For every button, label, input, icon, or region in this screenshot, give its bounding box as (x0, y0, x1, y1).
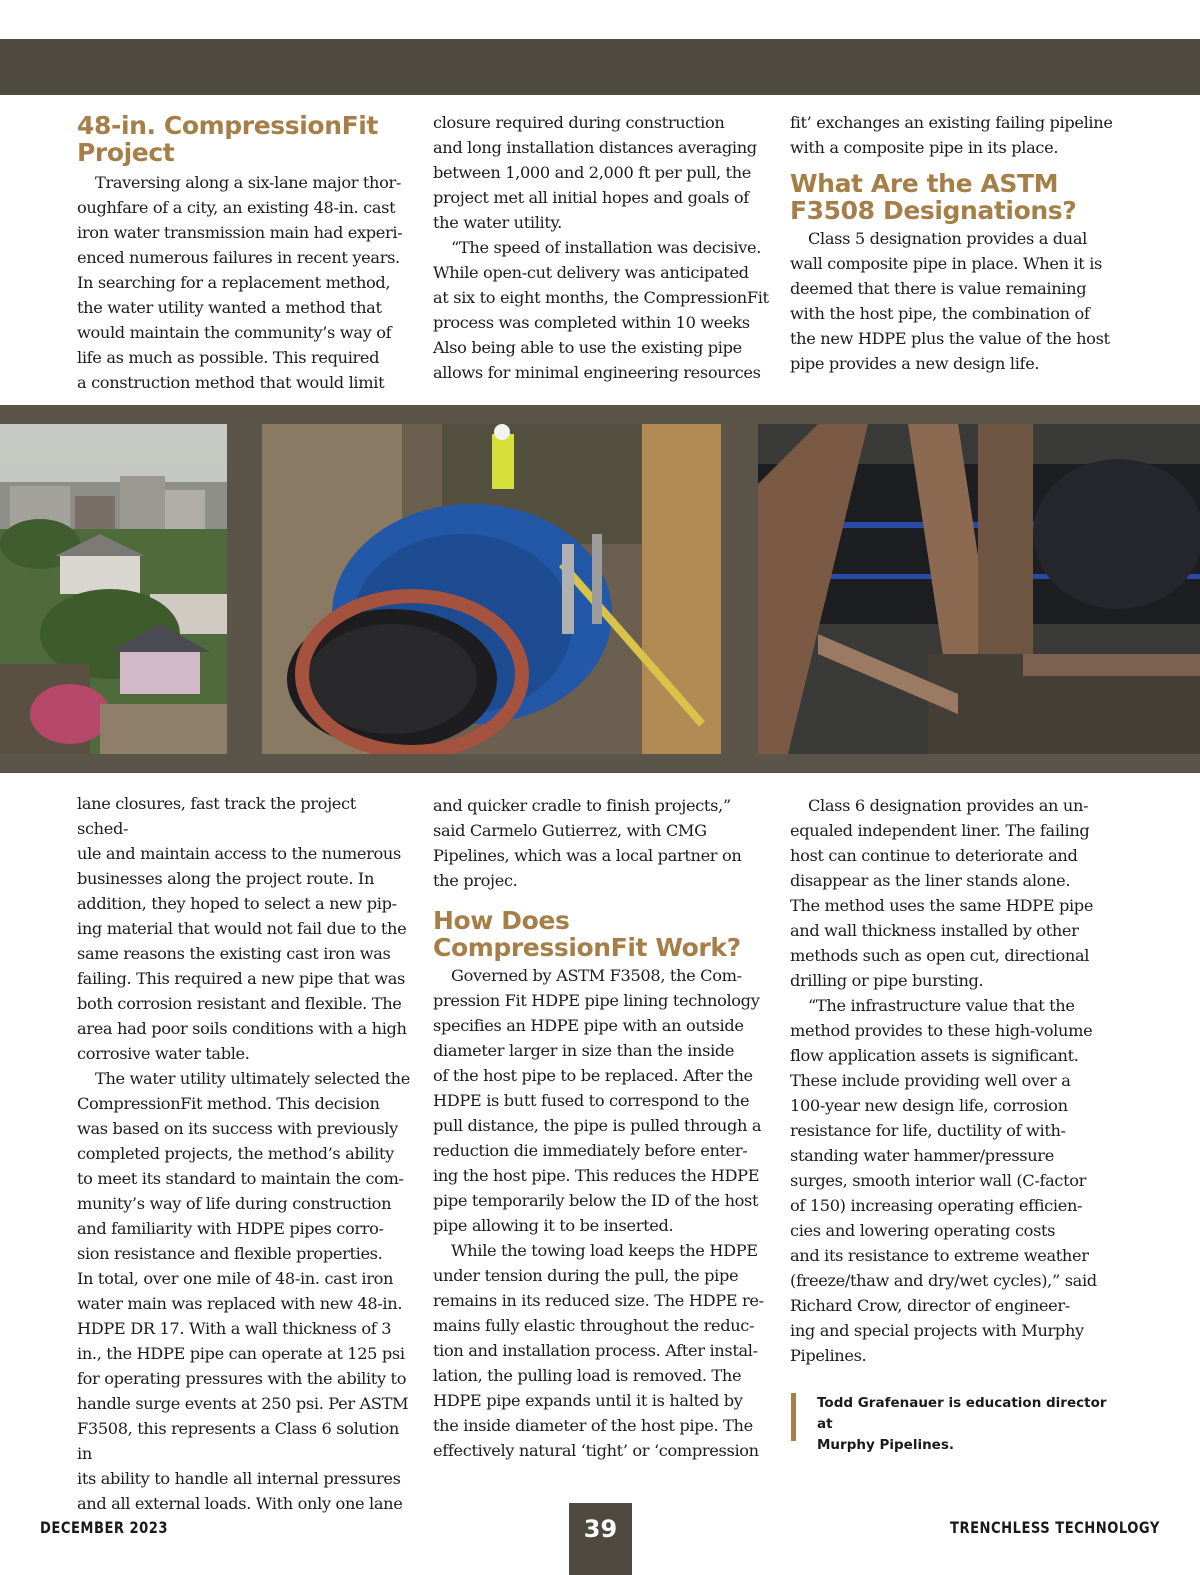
footer-date: DECEMBER 2023 (40, 1518, 169, 1537)
text-line: failing. This required a new pipe that was (77, 969, 405, 988)
text-line: sion resistance and flexible properties. (77, 1244, 383, 1263)
text-line: lation, the pulling load is removed. The (433, 1366, 742, 1385)
text-line: the water utility. (433, 213, 562, 232)
paragraph (790, 226, 1135, 376)
text-line: “The infrastructure value that the (808, 996, 1075, 1015)
byline-line: Todd Grafenauer is education director at (817, 1395, 1107, 1432)
text-line: In total, over one mile of 48-in. cast iron (77, 1269, 394, 1288)
text-line: pipe temporarily below the ID of the host (433, 1191, 759, 1210)
text-line: diameter larger in size than the inside (433, 1041, 735, 1060)
paragraph (790, 793, 1135, 1368)
text-line: ule and maintain access to the numerous (77, 844, 401, 863)
text-line: specifies an HDPE pipe with an outside (433, 1016, 744, 1035)
text-line: host can continue to deteriorate and (790, 846, 1078, 865)
text-line: Governed by ASTM F3508, the Com- (451, 966, 742, 985)
text-line: area had poor soils conditions with a high (77, 1019, 407, 1038)
text-line: same reasons the existing cast iron was (77, 944, 391, 963)
text-line: effectively natural ‘tight’ or ‘compression (433, 1441, 759, 1460)
text-line: F3508, this represents a Class 6 solution in (77, 1419, 399, 1463)
text-line: munity’s way of life during construction (77, 1194, 392, 1213)
paragraph (790, 110, 1135, 160)
text-line: disappear as the liner stands alone. (790, 871, 1071, 890)
text-line: “The speed of installation was decisive. (451, 238, 762, 257)
text-line: These include providing well over a (790, 1071, 1071, 1090)
text-line: addition, they hoped to select a new pip- (77, 894, 397, 913)
text-line: ing the host pipe. This reduces the HDPE (433, 1166, 760, 1185)
text-line: and long installation distances averaging (433, 138, 757, 157)
text-line: businesses along the project route. In (77, 869, 375, 888)
text-line: of 150) increasing operating efficien- (790, 1196, 1083, 1215)
text-line: project met all initial hopes and goals of (433, 188, 749, 207)
text-line: Pipelines, which was a local partner on (433, 846, 742, 865)
text-line: with a composite pipe in its place. (790, 138, 1059, 157)
text-line: handle surge events at 250 psi. Per ASTM (77, 1394, 409, 1413)
paragraph (433, 793, 773, 893)
text-line: mains fully elastic throughout the reduc- (433, 1316, 755, 1335)
text-line: under tension during the pull, the pipe (433, 1266, 739, 1285)
text-line: flow application assets is significant. (790, 1046, 1079, 1065)
section-heading: How Does CompressionFit Work? (433, 906, 741, 962)
text-line: ing material that would not fail due to the (77, 919, 407, 938)
text-line: a construction method that would limit (77, 373, 385, 392)
text-line: and familiarity with HDPE pipes corro- (77, 1219, 384, 1238)
text-line: corrosive water table. (77, 1044, 250, 1063)
text-line: the new HDPE plus the value of the host (790, 329, 1110, 348)
text-line: would maintain the community’s way of (77, 323, 392, 342)
text-line: method provides to these high-volume (790, 1021, 1093, 1040)
section-heading: What Are the ASTM F3508 Designations? (790, 169, 1077, 225)
text-line: and quicker cradle to finish projects,” (433, 796, 731, 815)
page-number: 39 (569, 1503, 632, 1575)
text-line: 100-year new design life, corrosion (790, 1096, 1068, 1115)
author-byline (791, 1393, 1121, 1456)
bottom-column-1 (77, 791, 411, 1516)
bottom-column-3 (790, 793, 1135, 1368)
text-line: wall composite pipe in place. When it is (790, 254, 1103, 273)
text-line: tion and installation process. After instal- (433, 1341, 758, 1360)
text-line: standing water hammer/pressure (790, 1146, 1054, 1165)
text-line: and its resistance to extreme weather (790, 1246, 1089, 1265)
footer-publication: TRENCHLESS TECHNOLOGY (950, 1518, 1160, 1537)
text-line: The water utility ultimately selected the (95, 1069, 410, 1088)
text-line: resistance for life, ductility of with- (790, 1121, 1066, 1140)
text-line: pression Fit HDPE pipe lining technology (433, 991, 760, 1010)
text-line: The method uses the same HDPE pipe (790, 896, 1094, 915)
top-column-2 (433, 110, 773, 385)
text-line: Class 6 designation provides an un- (808, 796, 1089, 815)
hdpe-pipe-photo (758, 424, 1200, 754)
text-line: was based on its success with previously (77, 1119, 398, 1138)
text-line: lane closures, fast track the project sched- (77, 794, 356, 838)
text-line: Also being able to use the existing pipe (433, 338, 742, 357)
text-line: reduction die immediately before enter- (433, 1141, 748, 1160)
text-line: the inside diameter of the host pipe. The (433, 1416, 753, 1435)
text-line: life as much as possible. This required (77, 348, 380, 367)
text-line: (freeze/thaw and dry/wet cycles),” said (790, 1271, 1097, 1290)
text-line: to meet its standard to maintain the com- (77, 1169, 404, 1188)
text-line: its ability to handle all internal pressures (77, 1469, 401, 1488)
text-line: of the host pipe to be replaced. After the (433, 1066, 753, 1085)
text-line: surges, smooth interior wall (C-factor (790, 1171, 1087, 1190)
text-line: with the host pipe, the combination of (790, 304, 1090, 323)
text-line: enced numerous failures in recent years. (77, 248, 400, 267)
text-line: equaled independent liner. The failing (790, 821, 1090, 840)
text-line: and all external loads. With only one lane (77, 1494, 403, 1513)
text-line: methods such as open cut, directional (790, 946, 1090, 965)
text-line: While the towing load keeps the HDPE (451, 1241, 758, 1260)
paragraph (433, 963, 773, 1463)
text-line: at six to eight months, the CompressionFit (433, 288, 769, 307)
compressionfit-equipment-photo (262, 424, 721, 754)
text-line: oughfare of a city, an existing 48-in. cast (77, 198, 396, 217)
text-line: In searching for a replacement method, (77, 273, 391, 292)
text-line: Traversing along a six-lane major thor- (95, 173, 402, 192)
text-line: in., the HDPE pipe can operate at 125 psi (77, 1344, 405, 1363)
section-heading: 48-in. CompressionFit Project (77, 111, 378, 167)
text-line: remains in its reduced size. The HDPE re- (433, 1291, 764, 1310)
text-line: process was completed within 10 weeks (433, 313, 750, 332)
paragraph (77, 791, 411, 1516)
text-line: for operating pressures with the ability to (77, 1369, 407, 1388)
text-line: drilling or pipe bursting. (790, 971, 984, 990)
top-column-3 (790, 110, 1135, 376)
text-line: iron water transmission main had experi- (77, 223, 403, 242)
text-line: and wall thickness installed by other (790, 921, 1079, 940)
text-line: Richard Crow, director of engineer- (790, 1296, 1070, 1315)
text-line: between 1,000 and 2,000 ft per pull, the (433, 163, 752, 182)
text-line: Class 5 designation provides a dual (808, 229, 1088, 248)
text-line: pipe allowing it to be inserted. (433, 1216, 674, 1235)
paragraph (433, 110, 773, 385)
text-line: pull distance, the pipe is pulled through a (433, 1116, 762, 1135)
byline-line: Murphy Pipelines. (817, 1437, 955, 1453)
bottom-column-2 (433, 793, 773, 1463)
text-line: deemed that there is value remaining (790, 279, 1087, 298)
text-line: water main was replaced with new 48-in. (77, 1294, 403, 1313)
text-line: fit’ exchanges an existing failing pipeline (790, 113, 1113, 132)
text-line: While open-cut delivery was anticipated (433, 263, 749, 282)
text-line: said Carmelo Gutierrez, with CMG (433, 821, 707, 840)
text-line: CompressionFit method. This decision (77, 1094, 380, 1113)
text-line: closure required during construction (433, 113, 725, 132)
top-header-band (0, 39, 1200, 95)
text-line: the projec. (433, 871, 518, 890)
text-line: allows for minimal engineering resources (433, 363, 761, 382)
text-line: HDPE DR 17. With a wall thickness of 3 (77, 1319, 392, 1338)
city-aerial-photo (0, 424, 227, 754)
text-line: the water utility wanted a method that (77, 298, 382, 317)
text-line: cies and lowering operating costs (790, 1221, 1056, 1240)
text-line: HDPE is butt fused to correspond to the (433, 1091, 750, 1110)
paragraph (77, 170, 411, 395)
text-line: pipe provides a new design life. (790, 354, 1040, 373)
top-column-1 (77, 112, 411, 395)
text-line: HDPE pipe expands until it is halted by (433, 1391, 743, 1410)
text-line: both corrosion resistant and flexible. The (77, 994, 402, 1013)
text-line: Pipelines. (790, 1346, 867, 1365)
text-line: ing and special projects with Murphy (790, 1321, 1084, 1340)
text-line: completed projects, the method’s ability (77, 1144, 394, 1163)
